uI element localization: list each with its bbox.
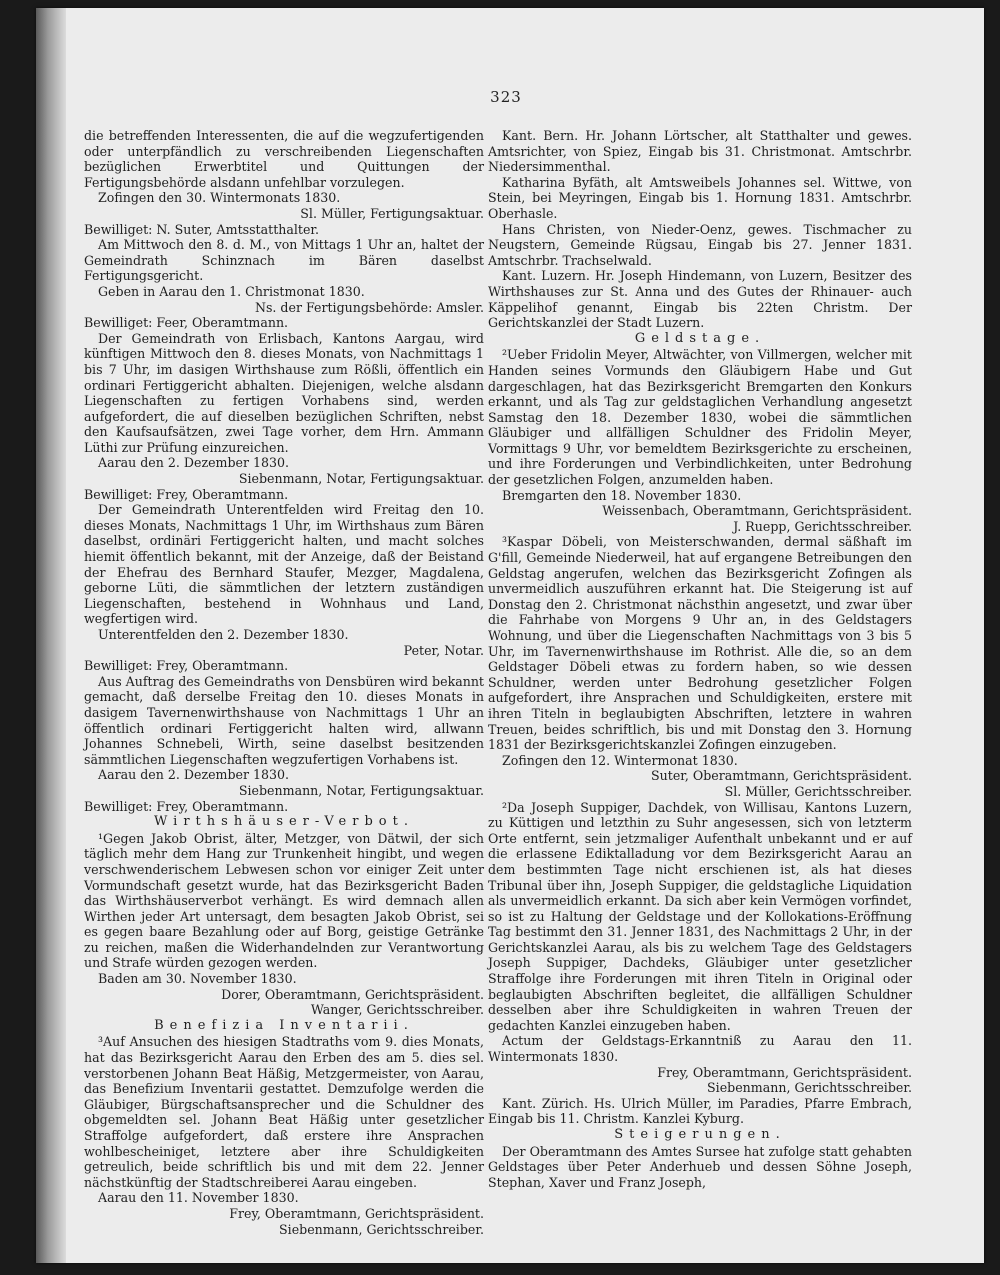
paragraph: ³Auf Ansuchen des hiesigen Stadtraths vom 9. dies Monats, hat das Bezirksgericht Aarau den Erben des am 5. dies sel. verstorbenen Johann Beat Häßig, Metzgermeister, von Aarau, das Benefizium Inventarii gestattet. Demzufolge werden die Gläubiger, Bürgschaftsansprecher und die Schuldner des obgemeldten sel. Johann Beat Häßig unter gesetzlicher Straffolge aufgefordert, daß erstere ihre Ansprachen wohlbescheiniget, letztere aber ihre Schuldigkeiten getreulich, beide schriftlich bis und mit dem 22. Jenner nächstkünftig der Stadtschreiberei Aarau eingeben. <box>84 1034 484 1190</box>
book-spine-shadow <box>36 8 66 1263</box>
paragraph: Geben in Aarau den 1. Christmonat 1830. <box>98 283 365 299</box>
signature-line: Weissenbach, Oberamtmann, Gerichtspräsident. <box>602 503 912 519</box>
paragraph: Der Gemeindrath von Erlisbach, Kantons Aargau, wird künftigen Mittwoch den 8. dieses Monats, von Nachmittags 1 bis 7 Uhr, im dasigen Wirthshause zum Rößli, öffentlich ein ordinari Fertiggericht abhalten. Diejenigen, welche alsdann Liegenschaften zu fertigen Vorhabens sind, werden aufgefordert, die auf dieselben bezüglichen Schriften, nebst den Kaufsaufsätzen, zwei Tage vorher, dem Hrn. Ammann Lüthi zur Prüfung einzureichen. <box>84 330 484 455</box>
paragraph: Unterentfelden den 2. Dezember 1830. <box>98 627 349 642</box>
signature-line: Suter, Oberamtmann, Gerichtspräsident. <box>651 768 912 784</box>
paragraph: Zofingen den 12. Wintermonat 1830. <box>502 752 738 768</box>
paragraph: Am Mittwoch den 8. d. M., von Mittags 1 Uhr an, haltet der Gemeindrath Schinznach im Bären daselbst Fertigungsgericht. <box>84 237 484 284</box>
section-heading: Geldstage. <box>634 330 766 346</box>
paragraph: Kant. Luzern. Hr. Joseph Hindemann, von Luzern, Besitzer des Wirthshauses zur St. Anna und des Gutes der Rhinauer- auch Käppelihof genannt, Eingab bis 22ten Christm. Der Gerichtskanzlei der Stadt Luzern. <box>488 268 912 331</box>
signature-line: Siebenmann, Notar, Fertigungsaktuar. <box>238 471 484 487</box>
signature-line: Wanger, Gerichtsschreiber. <box>310 1002 484 1018</box>
paragraph: Zofingen den 30. Wintermonats 1830. <box>98 190 341 206</box>
signature-line: Frey, Oberamtmann, Gerichtspräsident. <box>229 1205 484 1221</box>
paragraph: ¹Gegen Jakob Obrist, älter, Metzger, von Dätwil, der sich täglich mehr dem Hang zur Trunkenheit hingibt, und wegen verschwenderischem Lebwesen schon vor einiger Zeit unter Vormundschaft gesetzt wurde, hat das Bezirksgericht Baden das Wirthshäuserverbot verhängt. Es wird demnach allen Wirthen jeder Art untersagt, dem besagten Jakob Obrist, sei es gegen baare Bezahlung oder auf Borg, geistige Getränke zu reichen, maßen die Widerhandelnden zur Verantwortung und Strafe würden gezogen werden. <box>84 830 484 971</box>
paragraph: ²Da Joseph Suppiger, Dachdek, von Willisau, Kantons Luzern, zu Küttigen und letzthin zu Suhr angesessen, sich von letzterm Orte entfernt, sein jetzmaliger Aufenthalt unbekannt und er auf die erlassene Ediktalladung vor dem Bezirksgericht Aarau an dem bestimmten Tage nicht erschienen ist, als hat dieses Tribunal über ihn, Joseph Suppiger, die geldstagliche Liquidation als unvermeidlich erkannt. Da sich aber kein Vermögen vorfindet, so ist zu Haltung der Geldstage und der Kollokations-Eröffnung Tag bestimmt den 31. Jenner 1831, des Nachmittags 2 Uhr, in der Gerichtskanzlei Aarau, als bis zu welchem Tage des Geldstagers Joseph Suppiger, Dachdeks, Gläubiger unter gesetzlicher Straffolge ihre Forderungen mit ihren Titeln in Original oder beglaubigten Abschriften begleitet, die allfälligen Schuldner desselben aber ihre Schuldigkeiten in wahren Treuen der gedachten Kanzlei einzugeben haben. <box>488 799 912 1033</box>
paragraph: Kant. Zürich. Hs. Ulrich Müller, im Paradies, Pfarre Embrach, Eingab bis 11. Christm. Kanzlei Kyburg. <box>488 1095 912 1127</box>
signature-line: Dorer, Oberamtmann, Gerichtspräsident. <box>221 986 484 1002</box>
signature-line: Siebenmann, Notar, Fertigungsaktuar. <box>238 782 484 798</box>
paragraph: Bewilliget: Frey, Oberamtmann. <box>84 658 289 674</box>
paragraph: Bewilliget: Feer, Oberamtmann. <box>84 315 289 331</box>
section-heading: Steigerungen. <box>614 1127 786 1142</box>
paragraph: Hans Christen, von Nieder-Oenz, gewes. Tischmacher zu Neugstern, Gemeinde Rügsau, Eingab bis 27. Jenner 1831. Amtschrbr. Trachselwald. <box>488 221 912 268</box>
newspaper-page <box>36 8 984 1263</box>
paragraph: Aarau den 11. November 1830. <box>98 1190 299 1206</box>
paragraph: Bewilliget: Frey, Oberamtmann. <box>84 798 289 814</box>
paragraph: Der Gemeindrath Unterentfelden wird Freitag den 10. dieses Monats, Nachmittags 1 Uhr, im Wirthshaus zum Bären daselbst, ordinäri Fertiggericht halten, und macht solches hiemit öffentlich bekannt, mit der Anzeige, daß der Beistand der Ehefrau des Bernhard Staufer, Mezger, Magdalena, geborne Lüti, die sämmtlichen der letztern zuständigen Liegenschaften, bestehend in Wohnhaus und Land, wegfertigen wird. <box>84 502 484 627</box>
paragraph: ²Ueber Fridolin Meyer, Altwächter, von Villmergen, welcher mit Handen seines Vormunds den Gläubigern Habe und Gut dargeschlagen, hat das Bezirksgericht Bremgarten den Konkurs erkannt, und als Tag zur geldstaglichen Verhandlung angesetzt Samstag den 18. Dezember 1830, wobei die sämmtlichen Gläubiger und allfälligen Schuldner des Fridolin Meyer, Vormittags 9 Uhr, vor bemeldtem Bezirksgerichte zu erscheinen, und ihre Forderungen und Verbindlichkeiten, unter Bedrohung der gesetzlichen Folgen, anzumelden haben. <box>488 347 912 488</box>
right-column <box>488 128 912 1190</box>
paragraph: Baden am 30. November 1830. <box>98 971 297 987</box>
paragraph: Bewilliget: Frey, Oberamtmann. <box>84 486 289 502</box>
paragraph: Aarau den 2. Dezember 1830. <box>98 767 290 783</box>
signature-line: J. Ruepp, Gerichtsschreiber. <box>733 518 912 534</box>
signature-line: Peter, Notar. <box>403 642 484 658</box>
paragraph: Aarau den 2. Dezember 1830. <box>98 455 290 471</box>
page-number: 323 <box>490 88 522 106</box>
section-heading: Benefizia Inventarii. <box>154 1017 414 1033</box>
section-heading: Wirthshäuser-Verbot. <box>154 814 414 830</box>
signature-line: Frey, Oberamtmann, Gerichtspräsident. <box>657 1064 912 1080</box>
paragraph: Kant. Bern. Hr. Johann Lörtscher, alt Statthalter und gewes. Amtsrichter, von Spiez, Eingab bis 31. Christmonat. Amtschrbr. Niedersimmenthal. <box>488 128 912 175</box>
paragraph: Aus Auftrag des Gemeindraths von Densbüren wird bekannt gemacht, daß derselbe Freitag den 10. dieses Monats in dasigem Tavernenwirthshause von Nachmittags 1 Uhr an öffentlich ordinari Fertiggericht halten wird, allwann Johannes Schnebeli, Wirth, seine daselbst besitzenden sämmtlichen Liegenschaften wegzufertigen Vorhabens ist. <box>84 673 484 767</box>
signature-line: Ns. der Fertigungsbehörde: Amsler. <box>254 299 484 315</box>
left-column <box>84 128 484 1237</box>
paragraph: Katharina Byfäth, alt Amtsweibels Johannes sel. Wittwe, von Stein, bei Meyringen, Eingab bis 1. Hornung 1831. Amtschrbr. Oberhasle. <box>488 174 912 221</box>
signature-line: Siebenmann, Gerichtsschreiber. <box>279 1221 484 1237</box>
paragraph: Bremgarten den 18. November 1830. <box>502 487 742 503</box>
signature-line: Sl. Müller, Fertigungsaktuar. <box>300 205 484 221</box>
paragraph: ³Kaspar Döbeli, von Meisterschwanden, dermal säßhaft im G'fill, Gemeinde Niederweil, hat auf ergangene Betreibungen den Geldstag angerufen, welchen das Bezirksgericht Zofingen als unvermeidlich auszuführen erkannt hat. Die Steigerung ist auf Donstag den 2. Christmonat nächsthin angesetzt, und zwar über die Fahrhabe von Morgens 9 Uhr an, in des Geldstagers Wohnung, und über die Liegenschaften Nachmittags von 3 bis 5 Uhr, im Tavernenwirthshause im Rothrist. Alle die, so an dem Geldstager Döbeli etwas zu fordern haben, so wie dessen Schuldner, werden unter Bedrohung gesetzlicher Folgen aufgefordert, ihre Ansprachen und Schuldigkeiten, erstere mit ihren Titeln in beglaubigten Abschriften, letztere in wahren Treuen, beides schriftlich, bis und mit Donstag den 3. Hornung 1831 der Bezirksgerichtskanzlei Zofingen einzugeben. <box>488 534 912 753</box>
signature-line: Siebenmann, Gerichtsschreiber. <box>707 1080 912 1096</box>
paragraph: Der Oberamtmann des Amtes Sursee hat zufolge statt gehabten Geldstages über Peter Anderhueb und dessen Söhne Joseph, Stephan, Xaver und Franz Joseph, <box>488 1143 912 1190</box>
paragraph: die betreffenden Interessenten, die auf die wegzufertigenden oder unterpfändlich zu verschreibenden Liegenschaften bezüglichen Erwerbtitel und Quittungen der Fertigungsbehörde alsdann unfehlbar vorzulegen. <box>84 128 484 190</box>
paragraph: Actum der Geldstags-Erkanntniß zu Aarau den 11. Wintermonats 1830. <box>488 1033 912 1065</box>
signature-line: Sl. Müller, Gerichtsschreiber. <box>724 783 912 799</box>
paragraph: Bewilliget: N. Suter, Amtsstatthalter. <box>84 221 320 237</box>
